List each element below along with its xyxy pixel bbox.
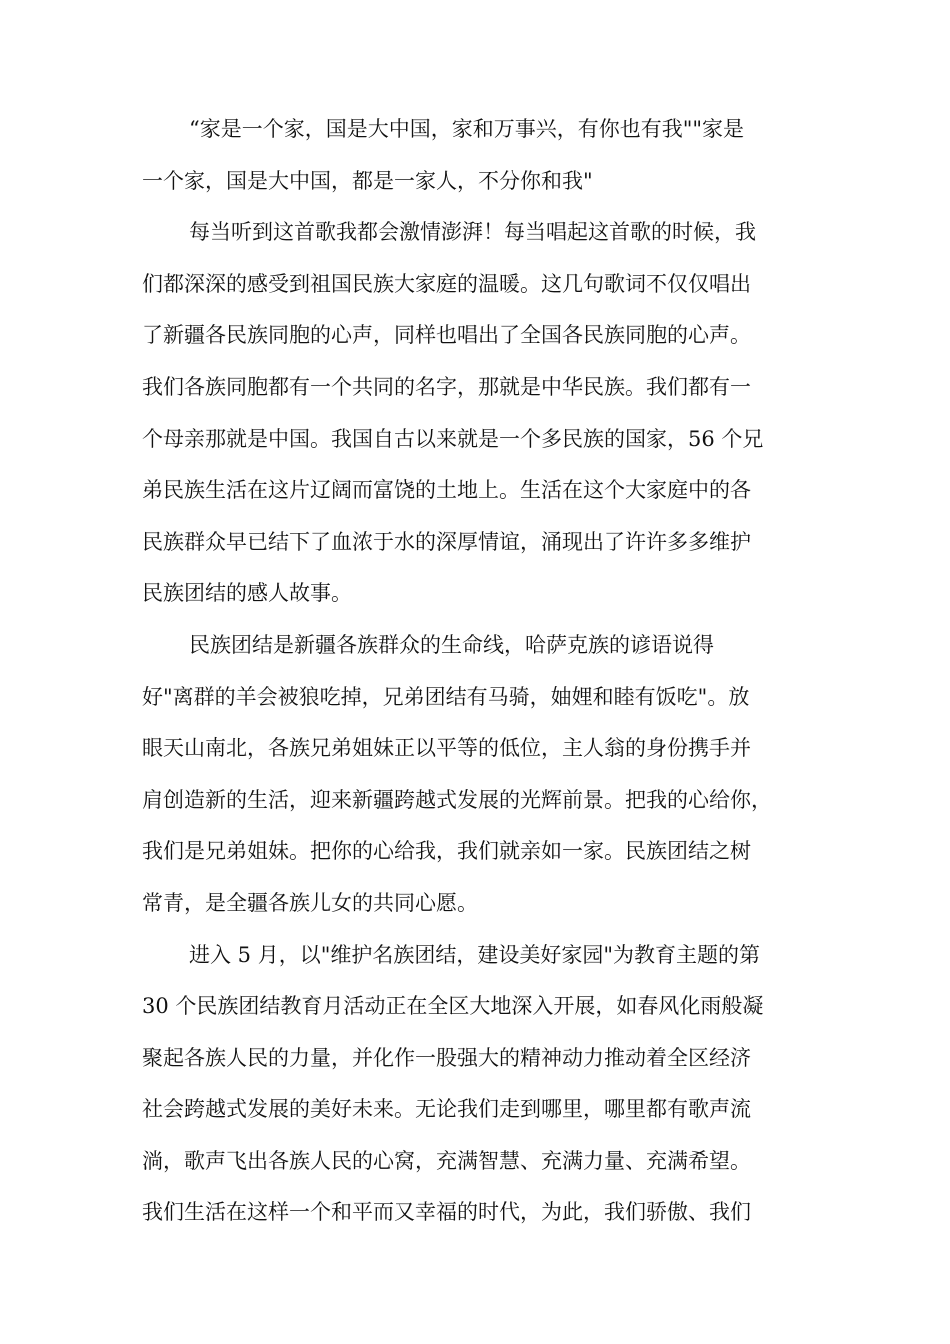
- text-line: 我们各族同胞都有一个共同的名字，那就是中华民族。我们都有一: [142, 374, 751, 399]
- text-line: 民族团结是新疆各族群众的生命线，哈萨克族的谚语说得: [189, 632, 714, 657]
- text-line: 弟民族生活在这片辽阔而富饶的土地上。生活在这个大家庭中的各: [142, 478, 751, 503]
- text-line: 一个家，国是大中国，都是一家人，不分你和我": [142, 168, 593, 193]
- text-line: 个母亲那就是中国。我国自古以来就是一个多民族的国家，56 个兄: [142, 426, 764, 451]
- text-line: 每当听到这首歌我都会激情澎湃！每当唱起这首歌的时候，我: [189, 220, 756, 245]
- text-line: 我们是兄弟姐妹。把你的心给我，我们就亲如一家。民族团结之树: [142, 839, 751, 864]
- text-line: 民族群众早已结下了血浓于水的深厚情谊，涌现出了许许多多维护: [142, 529, 751, 554]
- text-line: 眼天山南北，各族兄弟姐妹正以平等的低位，主人翁的身份携手并: [142, 736, 751, 761]
- text-line: 进入 5 月，以"维护名族团结，建设美好家园"为教育主题的第: [189, 942, 761, 967]
- text-line: 们都深深的感受到祖国民族大家庭的温暖。这几句歌词不仅仅唱出: [142, 271, 751, 296]
- text-line: 了新疆各民族同胞的心声，同样也唱出了全国各民族同胞的心声。: [142, 323, 751, 348]
- document-body: [142, 104, 832, 1239]
- text-line: 好"离群的羊会被狼吃掉，兄弟团结有马骑，妯娌和睦有饭吃"。放: [142, 684, 750, 709]
- text-line: 社会跨越式发展的美好未来。无论我们走到哪里，哪里都有歌声流: [142, 1097, 751, 1122]
- text-line: 民族团结的感人故事。: [142, 581, 352, 606]
- text-line: “家是一个家，国是大中国，家和万事兴，有你也有我""家是: [189, 117, 745, 141]
- text-line: 肩创造新的生活，迎来新疆跨越式发展的光辉前景。把我的心给你，: [142, 787, 772, 812]
- text-line: 常青，是全疆各族儿女的共同心愿。: [142, 890, 478, 915]
- text-line: 我们生活在这样一个和平而又幸福的时代，为此，我们骄傲、我们: [142, 1200, 751, 1225]
- text-line: 30 个民族团结教育月活动正在全区大地深入开展，如春风化雨般凝: [142, 994, 764, 1019]
- text-line: 淌，歌声飞出各族人民的心窝，充满智慧、充满力量、充满希望。: [142, 1148, 751, 1173]
- text-line: 聚起各族人民的力量，并化作一股强大的精神动力推动着全区经济: [142, 1045, 751, 1070]
